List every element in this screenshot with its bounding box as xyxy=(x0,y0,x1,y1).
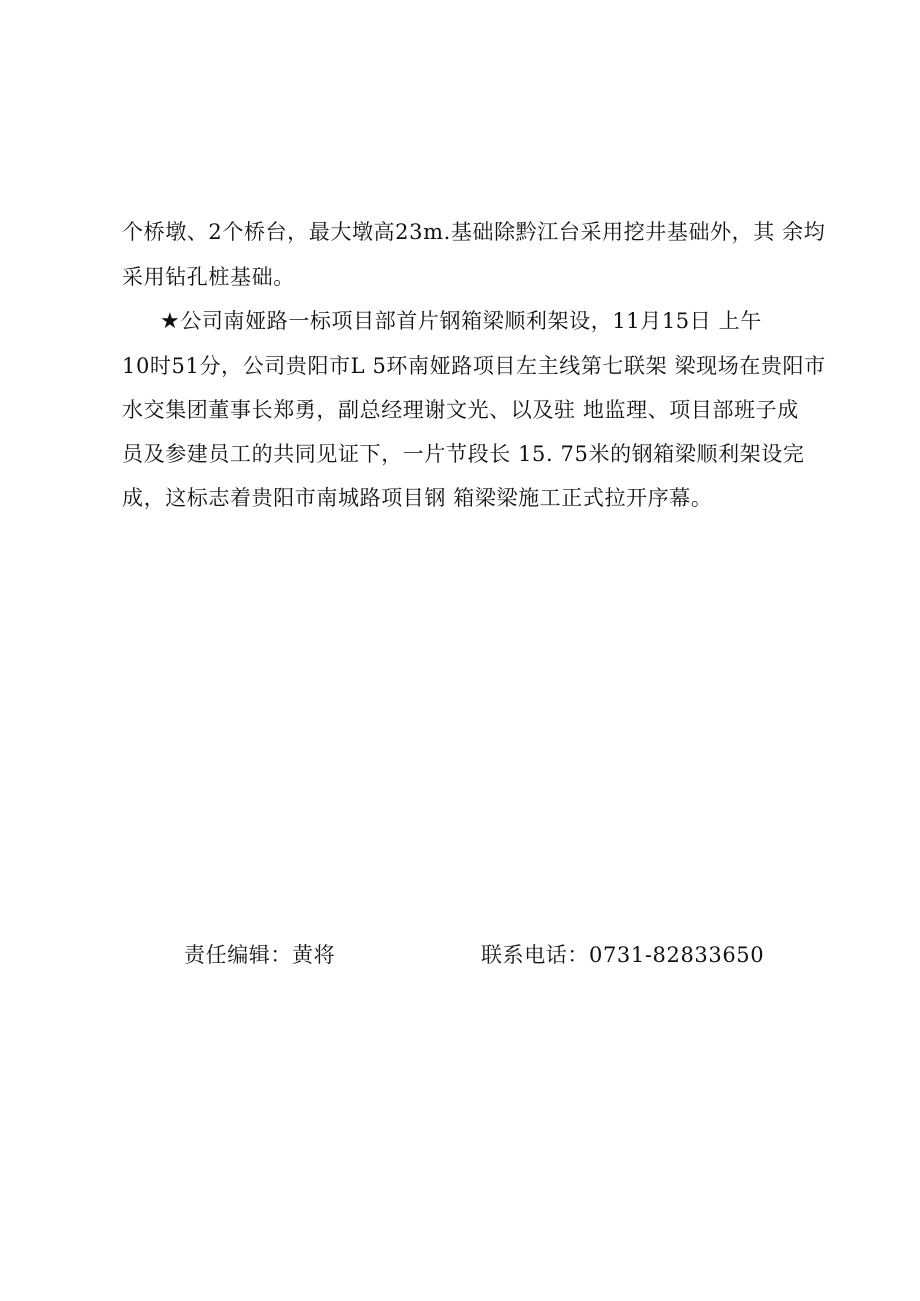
star-icon: ★ xyxy=(160,309,181,334)
paragraph2-line-3: 水交集团董事长郑勇，副总经理谢文光、以及驻 地监理、项目部班子成 xyxy=(122,398,799,422)
footer-editor: 责任编辑：黄将 xyxy=(184,943,336,967)
paragraph2-line-4: 员及参建员工的共同见证下，一片节段长 15. 75米的钢箱梁顺利架设完 xyxy=(122,442,805,466)
paragraph2-line-2: 10时51分，公司贵阳市L 5环南娅路项目左主线第七联架 梁现场在贵阳市 xyxy=(122,354,826,378)
footer-phone: 联系电话：0731-82833650 xyxy=(481,943,765,967)
paragraph2-line-5: 成，这标志着贵阳市南城路项目钢 箱梁梁施工正式拉开序幕。 xyxy=(122,486,713,510)
paragraph2-line-1 xyxy=(160,308,812,335)
paragraph1-line-2: 采用钻孔桩基础。 xyxy=(122,265,295,289)
paragraph1-line-1: 个桥墩、2个桥台，最大墩高23m.基础除黔江台采用挖井基础外，其 余均 xyxy=(122,220,826,244)
paragraph2-line-1-text: 公司南娅路一标项目部首片钢箱梁顺利架设，11月15日 上午 xyxy=(180,309,762,333)
